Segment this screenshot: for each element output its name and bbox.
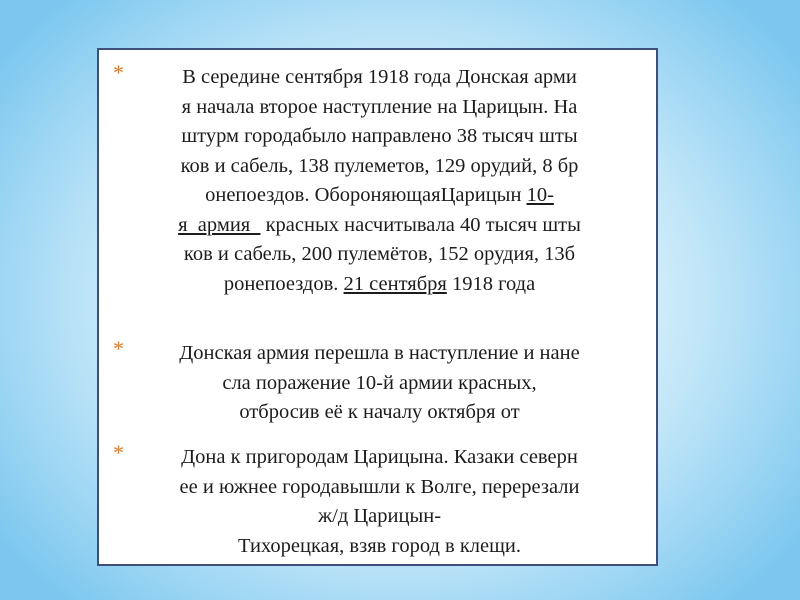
text-line: ее и южнее городавышли к Волге, перерезали <box>179 475 580 498</box>
text-line: отбросив её к началу октября от <box>239 401 520 423</box>
text-line: ков и сабель, 138 пулеметов, 129 орудий, 8 бр <box>180 154 579 177</box>
text-line <box>107 270 652 300</box>
text-span: онепоездов. ОбороняющаяЦарицын <box>205 184 527 206</box>
slide-text-box <box>97 48 658 566</box>
bullet-icon: * <box>113 440 124 465</box>
text-line <box>107 181 652 211</box>
text-line: В середине сентября 1918 года Донская арми <box>182 66 577 88</box>
text-line: Дона к пригородам Царицына. Казаки северн <box>181 446 578 468</box>
text-span: ронепоездов. <box>223 272 344 295</box>
text-line: Тихорецкая, взяв город в клещи. <box>237 534 522 557</box>
bullet-icon: * <box>113 60 124 85</box>
text-span: красных насчитывала 40 тысяч шты <box>260 213 581 236</box>
text-line <box>107 211 652 241</box>
text-line: ков и сабель, 200 пулемётов, 152 орудия, 13б <box>183 243 576 265</box>
text-line: Донская армия перешла в наступление и нане <box>179 342 580 364</box>
paragraph-1 <box>107 60 652 299</box>
date-link[interactable]: 21 сентября <box>343 272 447 295</box>
text-line: штурм городабыло направлено 38 тысяч шты <box>181 125 578 147</box>
text-line: я начала второе наступление на Царицын. На <box>181 95 578 118</box>
army-link-continued[interactable]: я армия <box>178 213 261 236</box>
text-line: ж/д Царицын- <box>317 505 442 527</box>
bullet-icon: * <box>113 336 124 361</box>
paragraph-2 <box>107 336 652 428</box>
army-link[interactable]: 10- <box>526 184 554 206</box>
paragraph-3 <box>107 440 652 561</box>
text-span: 1918 года <box>446 272 536 295</box>
text-line: сла поражение 10-й армии красных, <box>222 371 537 394</box>
